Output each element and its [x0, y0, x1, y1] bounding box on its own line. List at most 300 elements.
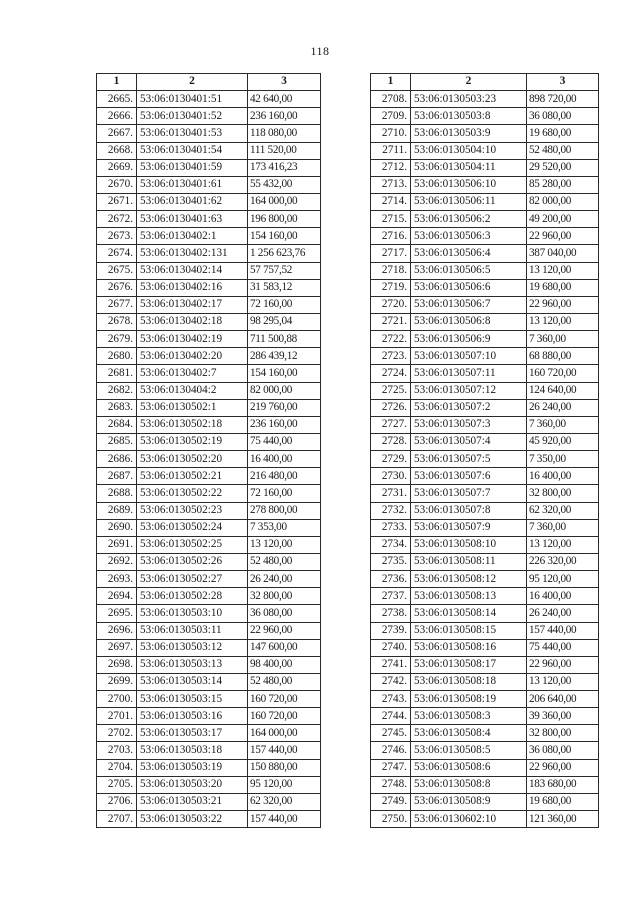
table-row	[371, 108, 599, 125]
cadastral-number-cell: 53:06:0130502:26	[137, 553, 248, 570]
value-cell: 7 360,00	[527, 331, 599, 348]
table-row	[371, 708, 599, 725]
cadastral-number-cell: 53:06:0130507:3	[411, 416, 527, 433]
cadastral-number-cell: 53:06:0130507:8	[411, 502, 527, 519]
row-number-cell: 2693.	[97, 571, 137, 588]
table-row	[97, 708, 321, 725]
cadastral-number-cell: 53:06:0130401:52	[137, 108, 248, 125]
value-cell: 98 400,00	[248, 656, 321, 673]
cadastral-number-cell: 53:06:0130508:3	[411, 708, 527, 725]
row-number-cell: 2670.	[97, 176, 137, 193]
row-number-cell: 2725.	[371, 382, 411, 399]
value-cell: 7 353,00	[248, 519, 321, 536]
table-row	[371, 673, 599, 690]
value-cell: 72 160,00	[248, 485, 321, 502]
table-header-row	[97, 74, 321, 91]
row-number-cell: 2707.	[97, 811, 137, 828]
cadastral-number-cell: 53:06:0130404:2	[137, 382, 248, 399]
table-row	[371, 399, 599, 416]
value-cell: 26 240,00	[527, 399, 599, 416]
column-header-cadastral: 2	[137, 74, 248, 91]
cadastral-number-cell: 53:06:0130508:12	[411, 571, 527, 588]
value-cell: 219 760,00	[248, 399, 321, 416]
cadastral-number-cell: 53:06:0130508:9	[411, 793, 527, 810]
cadastral-number-cell: 53:06:0130502:18	[137, 416, 248, 433]
cadastral-number-cell: 53:06:0130507:2	[411, 399, 527, 416]
cadastral-number-cell: 53:06:0130506:6	[411, 279, 527, 296]
value-cell: 111 520,00	[248, 142, 321, 159]
value-cell: 16 400,00	[248, 451, 321, 468]
value-cell: 26 240,00	[527, 605, 599, 622]
table-row	[371, 211, 599, 228]
cadastral-number-cell: 53:06:0130502:19	[137, 433, 248, 450]
value-cell: 62 320,00	[248, 793, 321, 810]
row-number-cell: 2692.	[97, 553, 137, 570]
cadastral-number-cell: 53:06:0130508:19	[411, 691, 527, 708]
row-number-cell: 2686.	[97, 451, 137, 468]
cadastral-number-cell: 53:06:0130507:4	[411, 433, 527, 450]
row-number-cell: 2683.	[97, 399, 137, 416]
table-row	[97, 279, 321, 296]
table-row	[371, 159, 599, 176]
value-cell: 173 416,23	[248, 159, 321, 176]
row-number-cell: 2731.	[371, 485, 411, 502]
row-number-cell: 2718.	[371, 262, 411, 279]
table-row	[371, 313, 599, 330]
parcel-table-right	[370, 73, 599, 828]
value-cell: 226 320,00	[527, 553, 599, 570]
value-cell: 31 583,12	[248, 279, 321, 296]
row-number-cell: 2704.	[97, 759, 137, 776]
value-cell: 45 920,00	[527, 433, 599, 450]
table-row	[97, 399, 321, 416]
value-cell: 121 360,00	[527, 811, 599, 828]
table-row	[97, 296, 321, 313]
value-cell: 16 400,00	[527, 468, 599, 485]
row-number-cell: 2732.	[371, 502, 411, 519]
cadastral-number-cell: 53:06:0130504:11	[411, 159, 527, 176]
table-row	[371, 416, 599, 433]
value-cell: 49 200,00	[527, 211, 599, 228]
value-cell: 154 160,00	[248, 228, 321, 245]
row-number-cell: 2676.	[97, 279, 137, 296]
row-number-cell: 2681.	[97, 365, 137, 382]
row-number-cell: 2708.	[371, 91, 411, 108]
cadastral-number-cell: 53:06:0130401:59	[137, 159, 248, 176]
cadastral-number-cell: 53:06:0130401:63	[137, 211, 248, 228]
cadastral-number-cell: 53:06:0130508:16	[411, 639, 527, 656]
row-number-cell: 2740.	[371, 639, 411, 656]
row-number-cell: 2730.	[371, 468, 411, 485]
row-number-cell: 2702.	[97, 725, 137, 742]
row-number-cell: 2688.	[97, 485, 137, 502]
cadastral-number-cell: 53:06:0130508:13	[411, 588, 527, 605]
row-number-cell: 2680.	[97, 348, 137, 365]
value-cell: 95 120,00	[248, 776, 321, 793]
row-number-cell: 2685.	[97, 433, 137, 450]
cadastral-number-cell: 53:06:0130602:10	[411, 811, 527, 828]
cadastral-number-cell: 53:06:0130508:15	[411, 622, 527, 639]
row-number-cell: 2746.	[371, 742, 411, 759]
cadastral-number-cell: 53:06:0130508:5	[411, 742, 527, 759]
value-cell: 36 080,00	[248, 605, 321, 622]
table-row	[371, 331, 599, 348]
cadastral-number-cell: 53:06:0130502:1	[137, 399, 248, 416]
table-row	[371, 433, 599, 450]
table-row	[371, 485, 599, 502]
value-cell: 118 080,00	[248, 125, 321, 142]
value-cell: 13 120,00	[527, 313, 599, 330]
cadastral-number-cell: 53:06:0130503:12	[137, 639, 248, 656]
table-row	[97, 382, 321, 399]
value-cell: 55 432,00	[248, 176, 321, 193]
table-row	[97, 91, 321, 108]
cadastral-number-cell: 53:06:0130503:15	[137, 691, 248, 708]
row-number-cell: 2724.	[371, 365, 411, 382]
row-number-cell: 2699.	[97, 673, 137, 690]
value-cell: 898 720,00	[527, 91, 599, 108]
cadastral-number-cell: 53:06:0130402:16	[137, 279, 248, 296]
row-number-cell: 2672.	[97, 211, 137, 228]
cadastral-number-cell: 53:06:0130506:8	[411, 313, 527, 330]
table-row	[97, 673, 321, 690]
row-number-cell: 2667.	[97, 125, 137, 142]
table-row	[371, 365, 599, 382]
row-number-cell: 2745.	[371, 725, 411, 742]
value-cell: 157 440,00	[248, 811, 321, 828]
cadastral-number-cell: 53:06:0130402:7	[137, 365, 248, 382]
value-cell: 52 480,00	[248, 553, 321, 570]
cadastral-number-cell: 53:06:0130502:20	[137, 451, 248, 468]
cadastral-number-cell: 53:06:0130506:7	[411, 296, 527, 313]
value-cell: 160 720,00	[248, 691, 321, 708]
value-cell: 1 256 623,76	[248, 245, 321, 262]
value-cell: 154 160,00	[248, 365, 321, 382]
table-row	[371, 279, 599, 296]
cadastral-number-cell: 53:06:0130506:3	[411, 228, 527, 245]
row-number-cell: 2743.	[371, 691, 411, 708]
value-cell: 13 120,00	[527, 673, 599, 690]
row-number-cell: 2701.	[97, 708, 137, 725]
value-cell: 286 439,12	[248, 348, 321, 365]
table-row	[371, 142, 599, 159]
table-row	[371, 553, 599, 570]
row-number-cell: 2678.	[97, 313, 137, 330]
cadastral-number-cell: 53:06:0130506:11	[411, 193, 527, 210]
value-cell: 26 240,00	[248, 571, 321, 588]
value-cell: 19 680,00	[527, 793, 599, 810]
table-row	[97, 125, 321, 142]
value-cell: 32 800,00	[527, 725, 599, 742]
cadastral-number-cell: 53:06:0130502:28	[137, 588, 248, 605]
table-row	[97, 502, 321, 519]
value-cell: 164 000,00	[248, 725, 321, 742]
row-number-cell: 2691.	[97, 536, 137, 553]
table-row	[97, 571, 321, 588]
value-cell: 95 120,00	[527, 571, 599, 588]
table-row	[371, 588, 599, 605]
cadastral-number-cell: 53:06:0130508:4	[411, 725, 527, 742]
table-row	[371, 811, 599, 828]
value-cell: 157 440,00	[248, 742, 321, 759]
cadastral-number-cell: 53:06:0130503:8	[411, 108, 527, 125]
row-number-cell: 2739.	[371, 622, 411, 639]
row-number-cell: 2700.	[97, 691, 137, 708]
value-cell: 19 680,00	[527, 125, 599, 142]
cadastral-number-cell: 53:06:0130503:17	[137, 725, 248, 742]
value-cell: 22 960,00	[527, 656, 599, 673]
value-cell: 183 680,00	[527, 776, 599, 793]
table-row	[371, 451, 599, 468]
value-cell: 36 080,00	[527, 108, 599, 125]
value-cell: 236 160,00	[248, 416, 321, 433]
cadastral-number-cell: 53:06:0130507:11	[411, 365, 527, 382]
row-number-cell: 2733.	[371, 519, 411, 536]
table-row	[371, 176, 599, 193]
column-header-value: 3	[527, 74, 599, 91]
row-number-cell: 2668.	[97, 142, 137, 159]
value-cell: 19 680,00	[527, 279, 599, 296]
row-number-cell: 2694.	[97, 588, 137, 605]
column-header-number: 1	[371, 74, 411, 91]
table-row	[371, 793, 599, 810]
cadastral-number-cell: 53:06:0130502:23	[137, 502, 248, 519]
table-row	[371, 742, 599, 759]
table-row	[97, 245, 321, 262]
row-number-cell: 2735.	[371, 553, 411, 570]
table-row	[371, 519, 599, 536]
table-row	[371, 622, 599, 639]
value-cell: 32 800,00	[248, 588, 321, 605]
row-number-cell: 2715.	[371, 211, 411, 228]
cadastral-number-cell: 53:06:0130503:18	[137, 742, 248, 759]
cadastral-number-cell: 53:06:0130402:17	[137, 296, 248, 313]
cadastral-number-cell: 53:06:0130502:24	[137, 519, 248, 536]
row-number-cell: 2748.	[371, 776, 411, 793]
row-number-cell: 2665.	[97, 91, 137, 108]
table-row	[371, 262, 599, 279]
cadastral-number-cell: 53:06:0130507:6	[411, 468, 527, 485]
cadastral-number-cell: 53:06:0130506:4	[411, 245, 527, 262]
table-row	[97, 451, 321, 468]
table-row	[97, 656, 321, 673]
table-row	[97, 176, 321, 193]
row-number-cell: 2750.	[371, 811, 411, 828]
value-cell: 32 800,00	[527, 485, 599, 502]
table-row	[97, 639, 321, 656]
row-number-cell: 2714.	[371, 193, 411, 210]
table-row	[371, 348, 599, 365]
cadastral-number-cell: 53:06:0130508:11	[411, 553, 527, 570]
value-cell: 7 350,00	[527, 451, 599, 468]
table-row	[97, 588, 321, 605]
row-number-cell: 2747.	[371, 759, 411, 776]
row-number-cell: 2723.	[371, 348, 411, 365]
cadastral-number-cell: 53:06:0130508:8	[411, 776, 527, 793]
cadastral-number-cell: 53:06:0130401:53	[137, 125, 248, 142]
cadastral-number-cell: 53:06:0130503:10	[137, 605, 248, 622]
table-row	[97, 433, 321, 450]
value-cell: 13 120,00	[527, 262, 599, 279]
value-cell: 36 080,00	[527, 742, 599, 759]
value-cell: 72 160,00	[248, 296, 321, 313]
row-number-cell: 2711.	[371, 142, 411, 159]
cadastral-number-cell: 53:06:0130506:2	[411, 211, 527, 228]
table-row	[371, 725, 599, 742]
cadastral-number-cell: 53:06:0130506:10	[411, 176, 527, 193]
row-number-cell: 2703.	[97, 742, 137, 759]
value-cell: 147 600,00	[248, 639, 321, 656]
table-row	[97, 159, 321, 176]
cadastral-number-cell: 53:06:0130503:23	[411, 91, 527, 108]
cadastral-number-cell: 53:06:0130502:27	[137, 571, 248, 588]
cadastral-number-cell: 53:06:0130503:21	[137, 793, 248, 810]
row-number-cell: 2673.	[97, 228, 137, 245]
row-number-cell: 2719.	[371, 279, 411, 296]
row-number-cell: 2710.	[371, 125, 411, 142]
row-number-cell: 2716.	[371, 228, 411, 245]
column-header-number: 1	[97, 74, 137, 91]
cadastral-number-cell: 53:06:0130503:20	[137, 776, 248, 793]
table-row	[97, 553, 321, 570]
value-cell: 98 295,04	[248, 313, 321, 330]
cadastral-number-cell: 53:06:0130504:10	[411, 142, 527, 159]
table-row	[97, 348, 321, 365]
value-cell: 57 757,52	[248, 262, 321, 279]
value-cell: 236 160,00	[248, 108, 321, 125]
table-row	[97, 331, 321, 348]
table-row	[371, 468, 599, 485]
table-row	[97, 228, 321, 245]
row-number-cell: 2742.	[371, 673, 411, 690]
value-cell: 164 000,00	[248, 193, 321, 210]
row-number-cell: 2687.	[97, 468, 137, 485]
row-number-cell: 2674.	[97, 245, 137, 262]
table-row	[371, 759, 599, 776]
cadastral-number-cell: 53:06:0130402:19	[137, 331, 248, 348]
row-number-cell: 2712.	[371, 159, 411, 176]
table-row	[97, 691, 321, 708]
table-row	[97, 759, 321, 776]
page-number: 118	[310, 44, 330, 58]
value-cell: 160 720,00	[248, 708, 321, 725]
table-row	[97, 776, 321, 793]
cadastral-number-cell: 53:06:0130507:7	[411, 485, 527, 502]
table-row	[371, 605, 599, 622]
value-cell: 75 440,00	[248, 433, 321, 450]
table-row	[97, 416, 321, 433]
cadastral-number-cell: 53:06:0130503:22	[137, 811, 248, 828]
value-cell: 124 640,00	[527, 382, 599, 399]
row-number-cell: 2744.	[371, 708, 411, 725]
row-number-cell: 2749.	[371, 793, 411, 810]
row-number-cell: 2706.	[97, 793, 137, 810]
cadastral-number-cell: 53:06:0130507:9	[411, 519, 527, 536]
value-cell: 22 960,00	[527, 228, 599, 245]
column-header-cadastral: 2	[411, 74, 527, 91]
value-cell: 196 800,00	[248, 211, 321, 228]
row-number-cell: 2669.	[97, 159, 137, 176]
cadastral-number-cell: 53:06:0130506:9	[411, 331, 527, 348]
cadastral-number-cell: 53:06:0130503:11	[137, 622, 248, 639]
value-cell: 16 400,00	[527, 588, 599, 605]
table-row	[371, 691, 599, 708]
table-row	[371, 228, 599, 245]
cadastral-number-cell: 53:06:0130502:22	[137, 485, 248, 502]
table-row	[97, 742, 321, 759]
row-number-cell: 2720.	[371, 296, 411, 313]
value-cell: 39 360,00	[527, 708, 599, 725]
table-row	[371, 91, 599, 108]
row-number-cell: 2727.	[371, 416, 411, 433]
cadastral-number-cell: 53:06:0130401:54	[137, 142, 248, 159]
table-row	[371, 639, 599, 656]
table-row	[371, 296, 599, 313]
value-cell: 13 120,00	[527, 536, 599, 553]
cadastral-number-cell: 53:06:0130402:1	[137, 228, 248, 245]
table-row	[371, 193, 599, 210]
cadastral-number-cell: 53:06:0130503:19	[137, 759, 248, 776]
cadastral-number-cell: 53:06:0130402:14	[137, 262, 248, 279]
row-number-cell: 2709.	[371, 108, 411, 125]
cadastral-number-cell: 53:06:0130502:21	[137, 468, 248, 485]
cadastral-number-cell: 53:06:0130503:13	[137, 656, 248, 673]
cadastral-number-cell: 53:06:0130401:61	[137, 176, 248, 193]
cadastral-number-cell: 53:06:0130502:25	[137, 536, 248, 553]
value-cell: 82 000,00	[527, 193, 599, 210]
value-cell: 22 960,00	[527, 759, 599, 776]
row-number-cell: 2689.	[97, 502, 137, 519]
table-row	[97, 485, 321, 502]
table-row	[97, 811, 321, 828]
table-row	[97, 108, 321, 125]
cadastral-number-cell: 53:06:0130506:5	[411, 262, 527, 279]
row-number-cell: 2738.	[371, 605, 411, 622]
cadastral-number-cell: 53:06:0130508:18	[411, 673, 527, 690]
cadastral-number-cell: 53:06:0130503:16	[137, 708, 248, 725]
row-number-cell: 2717.	[371, 245, 411, 262]
table-row	[97, 211, 321, 228]
row-number-cell: 2679.	[97, 331, 137, 348]
value-cell: 22 960,00	[527, 296, 599, 313]
cadastral-number-cell: 53:06:0130507:12	[411, 382, 527, 399]
value-cell: 13 120,00	[248, 536, 321, 553]
row-number-cell: 2677.	[97, 296, 137, 313]
row-number-cell: 2705.	[97, 776, 137, 793]
row-number-cell: 2666.	[97, 108, 137, 125]
row-number-cell: 2726.	[371, 399, 411, 416]
cadastral-number-cell: 53:06:0130503:9	[411, 125, 527, 142]
table-row	[97, 142, 321, 159]
value-cell: 62 320,00	[527, 502, 599, 519]
row-number-cell: 2741.	[371, 656, 411, 673]
value-cell: 68 880,00	[527, 348, 599, 365]
table-row	[97, 605, 321, 622]
table-row	[371, 125, 599, 142]
cadastral-number-cell: 53:06:0130401:51	[137, 91, 248, 108]
row-number-cell: 2722.	[371, 331, 411, 348]
cadastral-number-cell: 53:06:0130401:62	[137, 193, 248, 210]
row-number-cell: 2737.	[371, 588, 411, 605]
cadastral-number-cell: 53:06:0130508:14	[411, 605, 527, 622]
value-cell: 216 480,00	[248, 468, 321, 485]
value-cell: 82 000,00	[248, 382, 321, 399]
row-number-cell: 2736.	[371, 571, 411, 588]
row-number-cell: 2682.	[97, 382, 137, 399]
table-row	[371, 382, 599, 399]
row-number-cell: 2697.	[97, 639, 137, 656]
table-row	[371, 536, 599, 553]
